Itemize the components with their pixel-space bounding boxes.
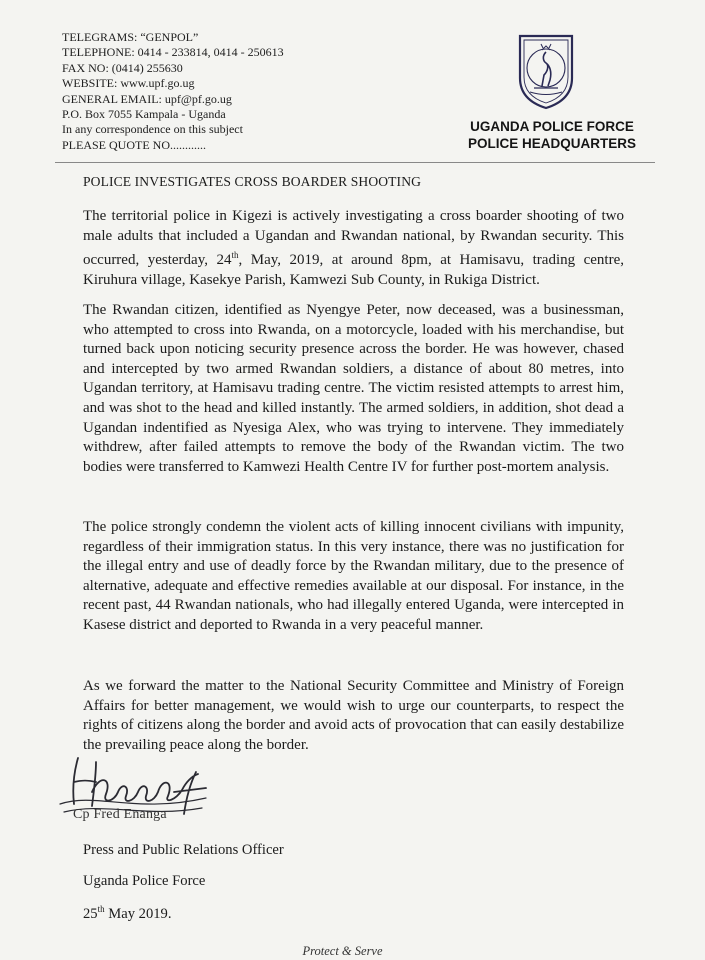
telegrams-line: TELEGRAMS: “GENPOL”	[62, 30, 199, 44]
footer-motto	[0, 944, 705, 959]
release-date-rest: May 2019.	[104, 905, 172, 922]
paragraph-1-text-b: , May, 2019, at around 8pm, at Hamisavu, trading centre, Kiruhura village, Kasekye Parish, Kamwezi Sub County, in Rukiga District.	[83, 252, 624, 288]
organization-unit: POLICE HEADQUARTERS	[467, 136, 636, 151]
website-line: WEBSITE: www.upf.go.ug	[62, 76, 195, 91]
correspondence-line: In any correspondence on this subject	[62, 122, 243, 137]
release-date-suffix: th	[97, 904, 105, 914]
paragraph-1-date-suffix: th	[231, 250, 239, 261]
email-line: GENERAL EMAIL: upf@pf.go.ug	[62, 91, 232, 106]
paragraph-1-text-a: The territorial police in Kigezi is actively investigating a cross boarder shooting of two male adults that included a Ugandan and Rwandan national, by Rwandan security. This occurred, yesterday, 24	[83, 208, 624, 269]
signatory-name: Cp Fred Enanga	[73, 807, 167, 822]
motto-text: Protect & Serve	[302, 944, 383, 958]
uganda-police-crest-icon	[512, 30, 580, 112]
quote-line: PLEASE QUOTE NO............	[62, 137, 206, 152]
signatory-organization: Uganda Police Force	[83, 873, 206, 889]
release-date	[83, 904, 172, 923]
paragraph-3: The police strongly condemn the violent acts of killing innocent civilians with impunity, regardless of their immigration status. In this very instance, there was no justification for the illegal entry and use of deadly force by the Rwandan military, due to the presence of alternative, adequate and effective remedies available at our disposal. For instance, in the recent past, 44 Rwandan nationals, who had illegally entered Uganda, were intercepted in Kasese district and deported to Rwanda in a very peaceful manner.	[83, 519, 624, 633]
paragraph-4: As we forward the matter to the National Security Committee and Ministry of Foreign Affairs for better management, we would wish to urge our counterparts, to respect the rights of citizens along the border and avoid acts of provocation that can easily destabilize the prevailing peace along the border.	[83, 678, 624, 753]
press-release-headline: POLICE INVESTIGATES CROSS BOARDER SHOOTING	[83, 174, 422, 189]
telephone-line: TELEPHONE: 0414 - 233814, 0414 - 250613	[62, 45, 284, 60]
release-date-day: 25	[83, 905, 98, 922]
letterhead-contacts	[62, 30, 382, 153]
paragraph-2: The Rwandan citizen, identified as Nyengye Peter, now deceased, was a businessman, who attempted to cross into Rwanda, on a motorcycle, loaded with his merchandise, but turned back upon noticing security presence across the border. He was however, chased and intercepted by two armed Rwandan soldiers, a distance of about 80 metres, into Ugandan territory, at Hamisavu trading centre. The victim resisted attempts to arrest him, and was shot to the head and killed instantly. The armed soldiers, in addition, shot dead a Ugandan indentified as Nyesiga Alex, who was trying to intervene. They immediately withdrew, after failed attempts to remove the body of the Rwandan victim. The two bodies were transferred to Kamwezi Health Centre IV for further post-mortem analysis.	[83, 302, 624, 475]
po-box-line: P.O. Box 7055 Kampala - Uganda	[62, 107, 226, 122]
signatory-title: Press and Public Relations Officer	[83, 842, 284, 858]
fax-line: FAX NO: (0414) 255630	[62, 60, 183, 75]
header-divider	[55, 162, 655, 163]
paragraph-1	[83, 207, 624, 290]
organization-name: UGANDA POLICE FORCE	[470, 119, 634, 134]
organization-header	[452, 118, 652, 152]
